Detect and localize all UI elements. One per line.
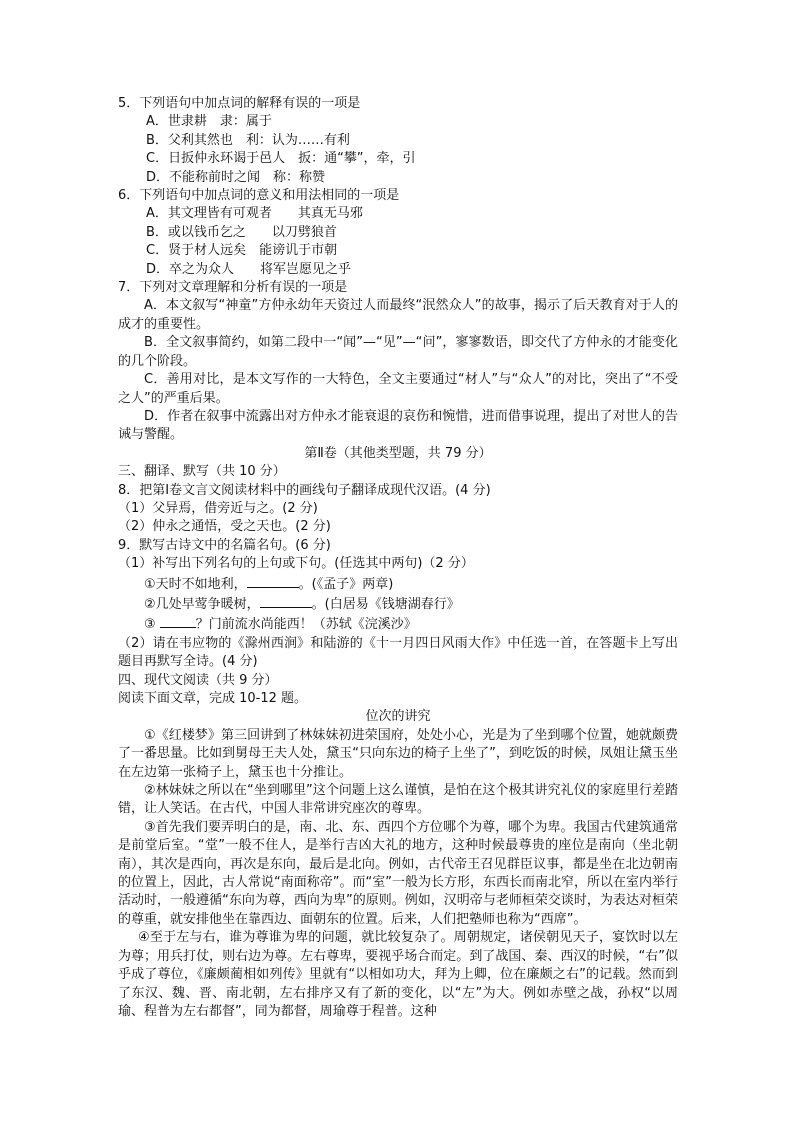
q6-option-c: C．贤于材人远矣 能谤讥于市朝 [146,243,338,259]
q9-blank-line-1 [118,574,678,594]
q9-blank-3-suffix: ？门前流水尚能西！（苏轼《浣溪沙》 [195,617,417,633]
q9-blank-line-2 [118,594,678,614]
article-paragraph-2: ②林妹妹之所以在“坐到哪里”这个问题上这么谨慎，是怕在这个极其讲究礼仪的家庭里行差踏错，让人笑话。在古代，中国人非常讲究座次的尊卑。 [118,783,678,817]
q5-option-b: B．父利其然也 利：认为……有利 [146,132,350,148]
section-3-title: 三、翻译、默写（共 10 分） [118,464,286,480]
question-5-stem: 5．下列语句中加点词的解释有误的一项是 [118,96,361,111]
q9-blank-2-suffix: 。(白居易《钱塘湖春行》 [311,596,460,612]
article-paragraph-3: ③首先我们要弄明白的是，南、北、东、西四个方位哪个为尊，哪个为卑。我国古代建筑通常是前堂后室。“堂”一般不住人，是举行吉凶大礼的地方，这种时候最尊贵的座位是南向（坐北朝南），其次是西向，再次是东向，最后是北向。例如，古代帝王召见群臣议事，都是坐在北边朝南的位置上，因此，古人常说“南面称帝”。而“室”一般为长方形，东西长而南北窄，所以在室内举行活动时，一般遵循“东向为尊，西向为卑”的原则。例如，汉明帝与老师桓荣交谈时，为表达对桓荣的尊重，就安排他坐在靠西边、面朝东的位置。后来，人们把塾师也称为“西席”。 [118,819,678,927]
part-2-title: 第Ⅱ卷（其他类型题，共 79 分） [304,445,492,461]
q8-item-2: （2）仲永之通悟，受之天也。(2 分) [118,519,331,535]
q7-option-d: D．作者在叙事中流露出对方仲永才能衰退的哀伤和惋惜，进而借事说理，提出了对世人的告诫与警醒。 [118,408,678,443]
q9-blank-2-prefix: ②几处早莺争暖树， [144,596,260,612]
q5-option-c: C．日扳仲永环谒于邑人 扳：通“攀”，牵，引 [146,151,416,167]
q6-option-d: D．卒之为众人 将军岂愿见之乎 [146,261,352,277]
q9-sub-2: （2）请在韦应物的《滁州西涧》和陆游的《十一月四日风雨大作》中任选一首，在答题卡上写出题目再默写全诗。(4 分) [118,635,678,670]
answer-blank-3[interactable] [160,614,196,628]
answer-blank-2[interactable] [260,594,312,608]
q7-option-a: A．本文叙写“神童”方仲永幼年天资过人而最终“泯然众人”的故事，揭示了后天教育对于人的成才的重要性。 [118,298,678,332]
q7-option-b: B．全文叙事简约，如第二段中一“闻”—“见”—“问”，寥寥数语，即交代了方仲永的才能变化的几个阶段。 [118,335,679,369]
reading-intro: 阅读下面文章，完成 10-12 题。 [118,691,308,706]
article-title: 位次的讲究 [365,709,431,725]
article-paragraph-4: ④至于左与右，谁为尊谁为卑的问题，就比较复杂了。周朝规定，诸侯朝见天子，宴饮时以左为尊；用兵打仗，则右边为尊。左右尊卑，要视乎场合而定。到了战国、秦、西汉的时候，“右”似乎成了尊位，《廉颇蔺相如列传》里就有“以相如功大，拜为上卿，位在廉颇之右”的记载。然而到了东汉、魏、晋、南北朝，左右排序又有了新的变化，以“左”为大。例如赤壁之战，孙权“以周瑜、程普为左右都督”，同为都督，周瑜尊于程普。这种 [118,930,678,1019]
answer-blank-1[interactable] [247,574,299,588]
q9-sub-1: （1）补写出下列名句的上句或下句。(任选其中两句)（2 分） [118,556,474,572]
q7-option-c: C．善用对比，是本文写作的一大特色，全文主要通过“材人”与“众人”的对比，突出了“不受之人”的严重后果。 [118,372,678,406]
question-6-stem: 6．下列语句中加点词的意义和用法相同的一项是 [118,188,400,204]
question-8-stem: 8．把第Ⅰ卷文言文阅读材料中的画线句子翻译成现代汉语。(4 分) [118,482,491,498]
q9-blank-1-prefix: ①天时不如地利， [144,576,247,592]
q6-option-b: B．或以钱币乞之 以刀劈狼首 [146,224,337,240]
exam-page [118,95,678,1021]
q9-blank-1-suffix: 。(《孟子》两章) [298,576,394,592]
question-9-stem: 9．默写古诗文中的名篇名句。(6 分) [118,537,331,553]
article-paragraph-1: ①《红楼梦》第三回讲到了林妹妹初进荣国府，处处小心，光是为了坐到哪个位置，她就颇费了一番思量。比如到舅母王夫人处，黛玉“只向东边的椅子上坐了”，到吃饭的时候，凤姐让黛玉坐在左边第一张椅子上，黛玉也十分推让。 [118,727,678,780]
q6-option-a: A．其文理皆有可观者 其真无马邪 [146,206,363,222]
q9-blank-3-prefix: ③ [144,617,156,633]
section-4-title: 四、现代文阅读（共 9 分） [118,672,278,688]
question-7-stem: 7．下列对文章理解和分析有误的一项是 [118,280,348,296]
q5-option-d: D．不能称前时之闻 称：称赞 [146,169,326,185]
q8-item-1: （1）父异焉，借旁近与之。(2 分) [118,500,318,516]
q9-blank-line-3 [118,614,678,634]
q5-option-a: A．世隶耕 隶：属于 [146,114,272,130]
